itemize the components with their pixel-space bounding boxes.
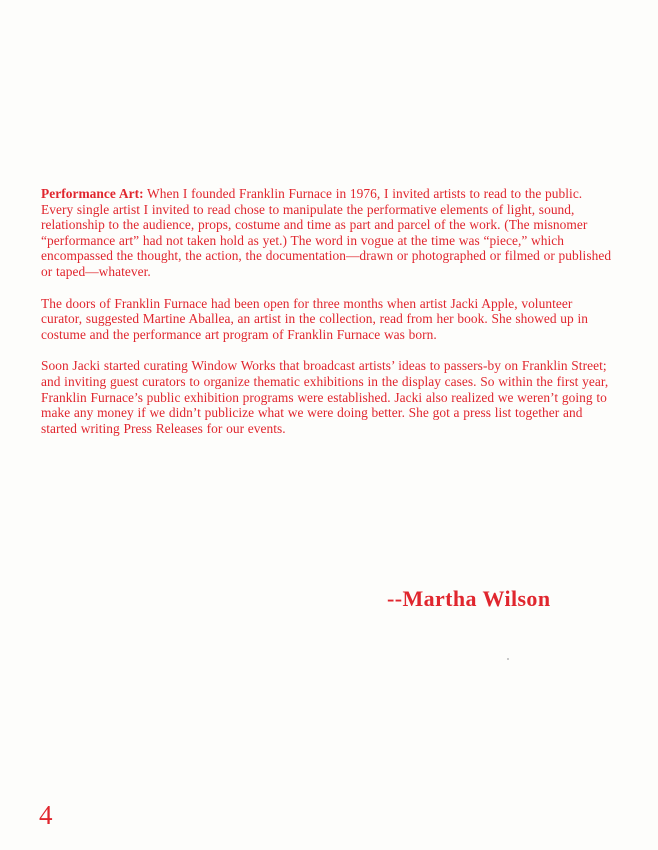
paragraph-doors: The doors of Franklin Furnace had been open for three months when artist Jacki Apple, volunteer curator, suggested Martine Aballea, an artist in the collection, read from her book. She showed up in costume and the performance art program of Franklin Furnace was born. [41, 295, 589, 342]
page-number: 4 [39, 800, 53, 830]
scan-speck [507, 658, 509, 660]
section-label: Performance Art: [41, 186, 144, 201]
intro-paragraph [41, 186, 613, 280]
body-text [41, 186, 613, 452]
intro-text: When I founded Franklin Furnace in 1976, I invited artists to read to the public. Every single artist I invited to read chose to manipulate the performative elements of light, sound, relationship to the audience, props, costume and time as part and parcel of the work. (The misnomer “performance art” had not taken hold as yet.) The word in vogue at the time was “piece,” which encompassed the thought, the action, the documentation—drawn or photographed or filmed or published or taped—whatever. [41, 186, 612, 279]
paragraph-window-works: Soon Jacki started curating Window Works that broadcast artists’ ideas to passers-by on Franklin Street; and inviting guest curators to organize thematic exhibitions in the display cases. So within the first year, Franklin Furnace’s public exhibition programs were established. Jacki also realized we weren’t going to make any money if we didn’t publicize what we were doing better. She got a press list together and started writing Press Releases for our events. [41, 358, 609, 436]
author-signature: --Martha Wilson [387, 586, 551, 611]
